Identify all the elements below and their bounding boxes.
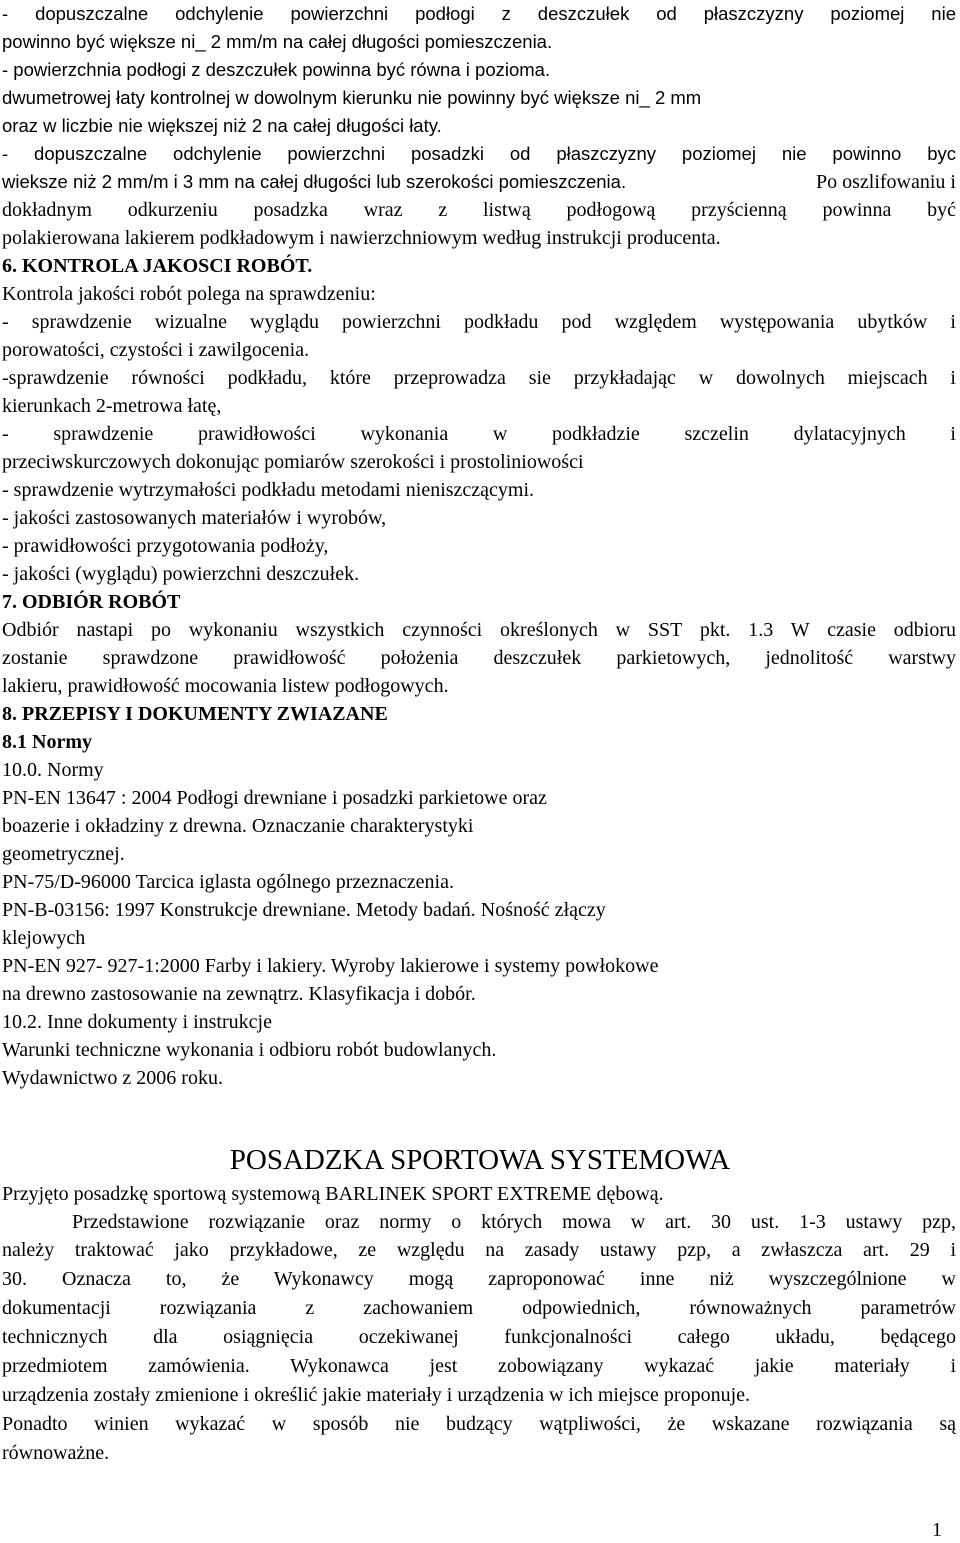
text-line: porowatości, czystości i zawilgocenia. xyxy=(2,339,310,361)
text-line: - jakości zastosowanych materiałów i wyrobów, xyxy=(2,507,387,529)
text-line: PN-EN 13647 : 2004 Podłogi drewniane i posadzki parkietowe oraz xyxy=(2,787,547,809)
text-line: 30. Oznacza to, że Wykonawcy mogą zaproponować inne niż wyszczególnione w xyxy=(2,1268,956,1290)
text-line: - dopuszczalne odchylenie powierzchni posadzki od płaszczyzny poziomej nie powinno byc xyxy=(2,143,956,164)
text-line: oraz w liczbie nie większej niż 2 na całej długości łaty. xyxy=(2,115,442,136)
text-line: dokładnym odkurzeniu posadzka wraz z listwą podłogową przyścienną powinna być xyxy=(2,199,956,221)
text-line: PN-EN 927- 927-1:2000 Farby i lakiery. Wyroby lakierowe i systemy powłokowe xyxy=(2,955,659,977)
text-line: PN-B-03156: 1997 Konstrukcje drewniane. Metody badań. Nośność złączy xyxy=(2,899,606,921)
text-line: klejowych xyxy=(2,927,86,949)
text-line: geometrycznej. xyxy=(2,843,125,865)
text-line: kierunkach 2-metrowa łatę, xyxy=(2,395,222,417)
text-line: - prawidłowości przygotowania podłoży, xyxy=(2,535,329,557)
text-line: Przedstawione rozwiązanie oraz normy o których mowa w art. 30 ust. 1-3 ustawy pzp, xyxy=(72,1211,956,1233)
text-line: polakierowana lakierem podkładowym i nawierzchniowym według instrukcji producenta. xyxy=(2,227,721,249)
text-line: PN-75/D-96000 Tarcica iglasta ogólnego przeznaczenia. xyxy=(2,871,454,893)
text-line: na drewno zastosowanie na zewnątrz. Klasyfikacja i dobór. xyxy=(2,983,476,1005)
text-line: 10.0. Normy xyxy=(2,759,104,781)
text-line-mixed xyxy=(2,168,956,196)
text-line: dwumetrowej łaty kontrolnej w dowolnym kierunku nie powinny być większe ni_ 2 mm xyxy=(2,87,702,108)
section-heading: 7. ODBIÓR ROBÓT xyxy=(2,591,181,613)
text-line: - sprawdzenie wytrzymałości podkładu metodami nieniszczącymi. xyxy=(2,479,535,501)
text-line: przeciwskurczowych dokonując pomiarów szerokości i prostoliniowości xyxy=(2,451,584,473)
text-line: 10.2. Inne dokumenty i instrukcje xyxy=(2,1011,272,1033)
text-line: równoważne. xyxy=(2,1442,110,1464)
text-line: zostanie sprawdzone prawidłowość położenia deszczułek parkietowych, jednolitość warstwy xyxy=(2,647,956,669)
text-line: -sprawdzenie równości podkładu, które przeprowadza sie przykładając w dowolnych miejscach i xyxy=(2,367,956,389)
page-number: 1 xyxy=(932,1519,942,1541)
text-line: - dopuszczalne odchylenie powierzchni podłogi z deszczułek od płaszczyzny poziomej nie xyxy=(2,3,956,24)
section-heading: 6. KONTROLA JAKOSCI ROBÓT. xyxy=(2,255,313,277)
text-line: lakieru, prawidłowość mocowania listew podłogowych. xyxy=(2,675,449,697)
text-line: Wydawnictwo z 2006 roku. xyxy=(2,1067,223,1089)
subsection-heading: 8.1 Normy xyxy=(2,731,92,753)
text-line: - powierzchnia podłogi z deszczułek powinna być równa i pozioma. xyxy=(2,59,551,80)
text-line: - sprawdzenie wizualne wyglądu powierzchni podkładu pod względem występowania ubytków i xyxy=(2,311,956,333)
text-line: dokumentacji rozwiązania z zachowaniem odpowiednich, równoważnych parametrów xyxy=(2,1297,956,1319)
text-line: Ponadto winien wykazać w sposób nie budzący wątpliwości, że wskazane rozwiązania są xyxy=(2,1413,956,1435)
text-line: Odbiór nastapi po wykonaniu wszystkich czynności określonych w SST pkt. 1.3 W czasie odbioru xyxy=(2,619,956,641)
text-line: - sprawdzenie prawidłowości wykonania w podkładzie szczelin dylatacyjnych i xyxy=(2,423,956,445)
section-heading: 8. PRZEPISY I DOKUMENTY ZWIAZANE xyxy=(2,703,388,725)
text-line: powinno być większe ni_ 2 mm/m na całej długości pomieszczenia. xyxy=(2,31,553,52)
text-line: technicznych dla osiągnięcia oczekiwanej funkcjonalności całego układu, będącego xyxy=(2,1326,956,1348)
text-line: należy traktować jako przykładowe, ze względu na zasady ustawy pzp, a zwłaszcza art. 29 i xyxy=(2,1239,956,1261)
page-title: POSADZKA SPORTOWA SYSTEMOWA xyxy=(229,1144,731,1176)
text-line: Przyjęto posadzkę sportową systemową BARLINEK SPORT EXTREME dębową. xyxy=(2,1183,664,1205)
text-line: boazerie i okładziny z drewna. Oznaczanie charakterystyki xyxy=(2,815,474,837)
text-fragment: Po oszlifowaniu i xyxy=(816,171,956,193)
text-line: - jakości (wyglądu) powierzchni deszczułek. xyxy=(2,563,360,585)
text-line: Kontrola jakości robót polega na sprawdzeniu: xyxy=(2,283,376,305)
text-line: urządzenia zostały zmienione i określić jakie materiały i urządzenia w ich miejsce proponuje. xyxy=(2,1384,751,1406)
text-line: przedmiotem zamówienia. Wykonawca jest zobowiązany wykazać jakie materiały i xyxy=(2,1355,956,1377)
text-line: Warunki techniczne wykonania i odbioru robót budowlanych. xyxy=(2,1039,497,1061)
text-fragment: wieksze niż 2 mm/m i 3 mm na całej długości lub szerokości pomieszczenia. xyxy=(2,171,627,192)
